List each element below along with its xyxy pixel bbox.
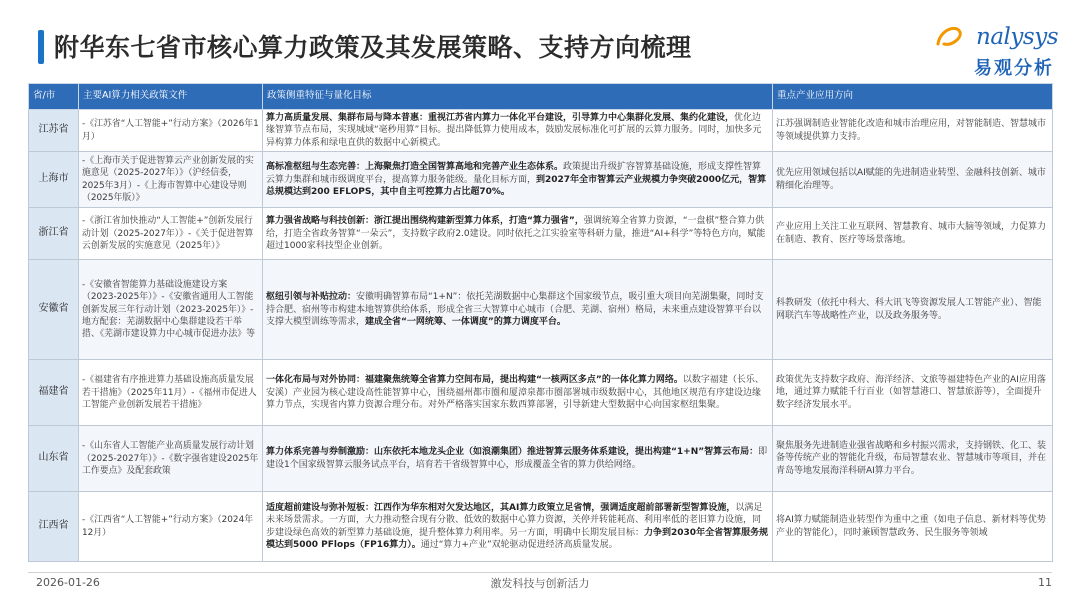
feature-text: 即建设1个国家级智算云服务试点平台，培育若干省级智算中心，形成覆盖全省的算力供给网络。 xyxy=(266,447,768,470)
policy-cell: -《江西省“人工智能+”行动方案》（2024年12月） xyxy=(79,492,263,562)
feature-cell xyxy=(263,360,773,426)
feature-keyword: 一体化布局与对外协同：福建聚焦统筹全省算力空间布局，提出构建“一核两区多点”的一体化算力网络。 xyxy=(266,375,683,386)
feature-cell xyxy=(263,260,773,360)
page-number: 11 xyxy=(1038,576,1052,589)
table-row-shandong xyxy=(29,426,1053,492)
table-row-fujian xyxy=(29,360,1053,426)
feature-keyword: 算力高质量发展、集群布局与降本普惠：重视江苏省内算力一体化平台建设，引导算力中心集群化发展、集约化建设， xyxy=(266,113,735,123)
policy-cell: -《江苏省“人工智能+”行动方案》（2026年1月） xyxy=(79,110,263,152)
table-row-zhejiang xyxy=(29,208,1053,260)
feature-keyword: 算力体系完善与券制激励：山东依托本地龙头企业（如浪潮集团）推进智算云服务体系建设，提出构建“1+N”智算云布局： xyxy=(266,447,759,458)
province-cell: 江西省 xyxy=(29,492,79,562)
table-header-row xyxy=(29,84,1053,110)
feature-cell xyxy=(263,426,773,492)
logo-text-cn: 易观分析 xyxy=(974,58,1054,79)
province-cell: 福建省 xyxy=(29,360,79,426)
feature-text: 以满足未来场景需求。一方面，大力推动整合现有分散、低效的数据中心算力资源，关停并转能耗高、利用率低的老旧算力设施，同步建设绿色高效的新型算力基础设施，提升整体算力利用率。另一方面，明确中长期发展目标： xyxy=(266,502,763,538)
feature-target: 到2027年全市智算云产业规模力争突破2000亿元，智算总规模达到200 EFLOPS，其中自主可控算力占比超70%。 xyxy=(266,174,767,197)
industry-cell: 优先应用领域包括以AI赋能的先进制造业转型、金融科技创新、城市精细化治理等。 xyxy=(773,152,1053,208)
feature-cell xyxy=(263,492,773,562)
industry-cell: 聚焦服务先进制造业强省战略和乡村振兴需求，支持钢铁、化工、装备等传统产业的智能化升级，布局智慧农业、智慧城市等项目，并在青岛等地发展海洋科研AI算力平台。 xyxy=(773,426,1053,492)
feature-cell xyxy=(263,152,773,208)
industry-cell: 将AI算力赋能制造业转型作为重中之重（如电子信息、新材料等优势产业的智能化），同时兼顾智慧政务、民生服务等领域 xyxy=(773,492,1053,562)
footer-slogan: 激发科技与创新活力 xyxy=(490,577,590,590)
policy-cell: -《安徽省智能算力基础设施建设方案（2023-2025年）》-《安徽省通用人工智能创新发展三年行动计划（2023-2025年）》- 地方配套：芜湖数据中心集群建设若干举措、《芜湖市建设算力中心城市促进办法》等 xyxy=(79,260,263,360)
province-cell: 山东省 xyxy=(29,426,79,492)
province-cell: 浙江省 xyxy=(29,208,79,260)
feature-text: 优化边缘智算节点布局，实现城域“毫秒用算”目标。提出降低算力使用成本，鼓励发展标准化可扩展的云算力服务。同时，加快多元异构算力体系和绿电直供的数据中心新模式。 xyxy=(266,113,762,148)
industry-cell: 科教研发（依托中科大、科大讯飞等资源发展人工智能产业）、智能网联汽车等战略性产业，以及政务服务等。 xyxy=(773,260,1053,360)
title-accent-bar xyxy=(38,30,44,64)
feature-keyword: 算力强省战略与科技创新：浙江提出围绕构建新型算力体系，打造“算力强省”， xyxy=(266,216,584,227)
feature-cell xyxy=(263,208,773,260)
feature-text: 强调统筹全省算力资源，“一盘棋”整合算力供给，打造全省政务智算“一朵云”，支持数字政府2.0建设。同时依托之江实验室等科研力量，推进“AI+科学”等特色方向，赋能超过1000家科技型企业创新。 xyxy=(266,216,766,251)
table-row-shanghai xyxy=(29,152,1053,208)
feature-target: 建成全省“一网统筹、一体调度”的算力调度平台。 xyxy=(365,316,566,327)
column-header-province: 省/市 xyxy=(29,84,79,110)
table-row-anhui xyxy=(29,260,1053,360)
feature-keyword: 枢纽引领与补贴拉动： xyxy=(266,292,357,303)
analysys-logo xyxy=(928,20,1058,80)
policy-cell: -《上海市关于促进智算云产业创新发展的实施意见（2025-2027年）》（沪经信委，2025年3月）-《上海市智算中心建设导则（2025年版）》 xyxy=(79,152,263,208)
policy-cell: -《福建省有序推进算力基础设施高质量发展若干措施》（2025年11月）-《福州市促进人工智能产业创新发展若干措施》 xyxy=(79,360,263,426)
feature-keyword: 适度超前建设与弥补短板：江西作为华东相对欠发达地区，其AI算力政策立足省情，强调适度超前部署新型智算设施， xyxy=(266,502,736,513)
feature-keyword: 高标准枢纽与生态完善：上海聚焦打造全国智算高地和完善产业生态体系。 xyxy=(266,162,564,173)
feature-text: 政策提出升级扩容智算基础设施，形成支撑性智算云算力集群和城市级调度平台，提高算力服务能级。量化目标方面， xyxy=(266,162,762,185)
feature-text: 安徽明确智算布局“1+N”：依托芜湖数据中心集群这个国家级节点，吸引重大项目向芜湖集聚，同时支持合肥、宿州等市构建本地智算供给体系，形成全省三大智算中心城市（合肥、芜湖、宿州）格局，未来重点建设智算平台以支撑大模型训练等需求， xyxy=(266,292,764,327)
page-title: 附华东七省市核心算力政策及其发展策略、支持方向梳理 xyxy=(54,33,692,62)
province-cell: 江苏省 xyxy=(29,110,79,152)
logo-swoosh-icon xyxy=(934,22,964,52)
province-cell: 安徽省 xyxy=(29,260,79,360)
footer-date: 2026-01-26 xyxy=(36,576,100,589)
table-row-jiangxi xyxy=(29,492,1053,562)
column-header-policy: 主要AI算力相关政策文件 xyxy=(79,84,263,110)
feature-target: 力争到2030年全省智算服务规模达到5000 PFlops（FP16算力）。 xyxy=(266,527,769,551)
column-header-feature: 政策侧重特征与量化目标 xyxy=(263,84,773,110)
feature-text: 以数字福建（长乐、安溪）产业园为核心建设高性能智算中心，围绕福州都市圈和厦漳泉都市圈部署城市级数据中心，其他地区规范有序建设边缘算力节点，实现省内算力资源合理分布。对外严格落实国家东数西算部署，引导新建大型数据中心向国家枢纽集聚。 xyxy=(266,375,764,410)
table-row-jiangsu xyxy=(29,110,1053,152)
policy-cell: -《浙江省加快推动“人工智能+”创新发展行动计划（2025-2027年）》-《关于促进智算云创新发展的实施意见（2025年）》 xyxy=(79,208,263,260)
policy-cell: -《山东省人工智能产业高质量发展行动计划（2025-2027年）》-《数字强省建设2025年工作要点》及配套政策 xyxy=(79,426,263,492)
industry-cell: 产业应用上关注工业互联网、智慧教育、城市大脑等领域，力促算力在制造、教育、医疗等场景落地。 xyxy=(773,208,1053,260)
column-header-industry: 重点产业应用方向 xyxy=(773,84,1053,110)
industry-cell: 政策优先支持数字政府、海洋经济、文旅等福建特色产业的AI应用落地，通过算力赋能千行百业（如智慧港口、智慧旅游等），全面提升数字经济发展水平。 xyxy=(773,360,1053,426)
policy-table xyxy=(28,83,1052,562)
industry-cell: 江苏强调制造业智能化改造和城市治理应用，对智能制造、智慧城市等领域提供算力支持。 xyxy=(773,110,1053,152)
feature-tail: 通过“算力+产业”双轮驱动促进经济高质量发展。 xyxy=(420,540,618,551)
province-cell: 上海市 xyxy=(29,152,79,208)
footer-divider xyxy=(28,572,1052,573)
logo-text-en: nalysys xyxy=(976,24,1058,50)
feature-cell xyxy=(263,110,773,152)
